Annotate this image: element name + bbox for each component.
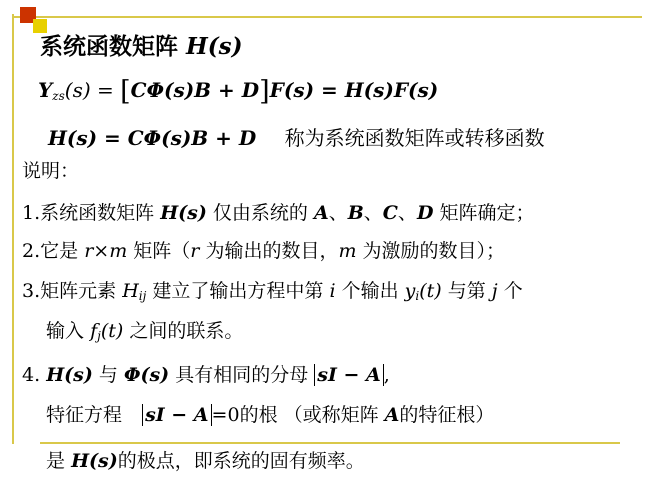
eq1-open-bracket: [ (120, 76, 131, 107)
item-2-math-m: m (338, 240, 357, 262)
item-3-math-H: H (122, 280, 139, 302)
list-item-3-continued (46, 316, 243, 343)
item-4c-text-1: 是 (46, 450, 66, 472)
item-3b-text-1: 输入 (46, 320, 85, 342)
equation-2 (48, 122, 545, 151)
item-1-text-3: 矩阵确定； (439, 202, 535, 224)
list-item-3 (22, 276, 523, 303)
item-2-text-4: 为激励的数目）； (362, 240, 506, 262)
item-2-text-1: 它是 (40, 240, 79, 262)
item-2-number: 2. (22, 240, 41, 262)
item-4c-math-H: H(s) (71, 450, 118, 472)
eq2-lhs: H(s) = CΦ(s)B + D (48, 126, 257, 150)
eq1-close-bracket: ] (259, 76, 270, 107)
eq1-inner: CΦ(s)B + D (130, 78, 260, 102)
item-3b-math-f: f (90, 320, 98, 342)
item-3-math-y-arg: (t) (419, 280, 442, 302)
item-1-number: 1. (22, 202, 41, 224)
item-2-text-2: 矩阵（ (133, 240, 191, 262)
item-1-text-1: 系统函数矩阵 (40, 202, 155, 224)
item-2-text-3: 为输出的数目， (205, 240, 339, 262)
list-item-1 (22, 198, 534, 225)
item-3-math-y-sub: i (415, 289, 420, 303)
item-1-math-D: D (416, 202, 434, 224)
item-4-math-det: sI − A (314, 364, 383, 386)
eq1-lhs-arg: (s) = (64, 78, 114, 102)
title-text: 系统函数矩阵 (40, 34, 178, 60)
list-item-4-continued-1 (46, 400, 494, 427)
item-1-sep-1: 、 (328, 202, 348, 224)
item-3-number: 3. (22, 280, 41, 302)
item-3-text-3: 个输出 (341, 280, 399, 302)
item-4-text-2: 具有相同的分母 (175, 364, 309, 386)
item-4-math-H: H(s) (46, 364, 93, 386)
eq1-lhs-sub: zs (52, 89, 65, 103)
eq2-text: 称为系统函数矩阵或转移函数 (284, 126, 545, 150)
item-3-text-2: 建立了输出方程中第 (152, 280, 324, 302)
note-label: 说明： (22, 160, 80, 182)
item-3b-math-f-arg: (t) (100, 320, 124, 342)
decorative-bottom-line (40, 442, 620, 444)
item-1-sep-2: 、 (363, 202, 383, 224)
item-3-text-5: 个 (503, 280, 523, 302)
item-3b-math-f-sub: j (97, 329, 101, 343)
item-4b-text-3: 的根 （或称矩阵 (239, 404, 379, 426)
list-item-4 (22, 360, 390, 387)
item-1-sep-3: 、 (397, 202, 417, 224)
decorative-top-line (12, 16, 642, 18)
item-1-math-B: B (347, 202, 364, 224)
item-4-text-1: 与 (98, 364, 118, 386)
equation-1 (38, 78, 438, 105)
eq1-lhs: Y (38, 78, 53, 102)
decorative-vertical-line (12, 14, 14, 444)
item-3-math-y: y (404, 280, 416, 302)
slide-title (40, 28, 242, 61)
item-1-math-A: A (313, 202, 329, 224)
list-item-2 (22, 236, 505, 263)
title-symbol: H(s) (186, 33, 243, 60)
item-1-math-1: H(s) (160, 202, 207, 224)
item-2-math-r: r (190, 240, 200, 262)
eq1-rest: F(s) = H(s)F(s) (269, 78, 439, 102)
item-4-math-Phi: Φ(s) (123, 364, 170, 386)
item-4b-text-4: 的特征根） (399, 404, 495, 426)
item-4c-text-2: 的极点，即系统的固有频率。 (117, 450, 365, 472)
item-2-math-1: r×m (84, 240, 128, 262)
item-3-text-1: 矩阵元素 (40, 280, 117, 302)
item-4b-text-1: 特征方程 (46, 404, 123, 426)
item-3-math-j: j (491, 280, 498, 302)
item-4b-math-A: A (384, 404, 400, 426)
item-4b-text-2: =0 (211, 404, 240, 426)
item-3b-text-2: 之间的联系。 (129, 320, 244, 342)
item-3-math-i: i (329, 280, 336, 302)
item-3-math-H-sub: ij (138, 289, 147, 303)
item-1-math-C: C (382, 202, 398, 224)
list-item-4-continued-2 (46, 446, 365, 473)
item-4-number: 4. (22, 364, 41, 386)
item-1-text-2: 仅由系统的 (212, 202, 308, 224)
item-4-text-3: , (383, 364, 390, 386)
item-4b-math-det: sI − A (142, 404, 211, 426)
item-3-text-4: 与第 (447, 280, 486, 302)
